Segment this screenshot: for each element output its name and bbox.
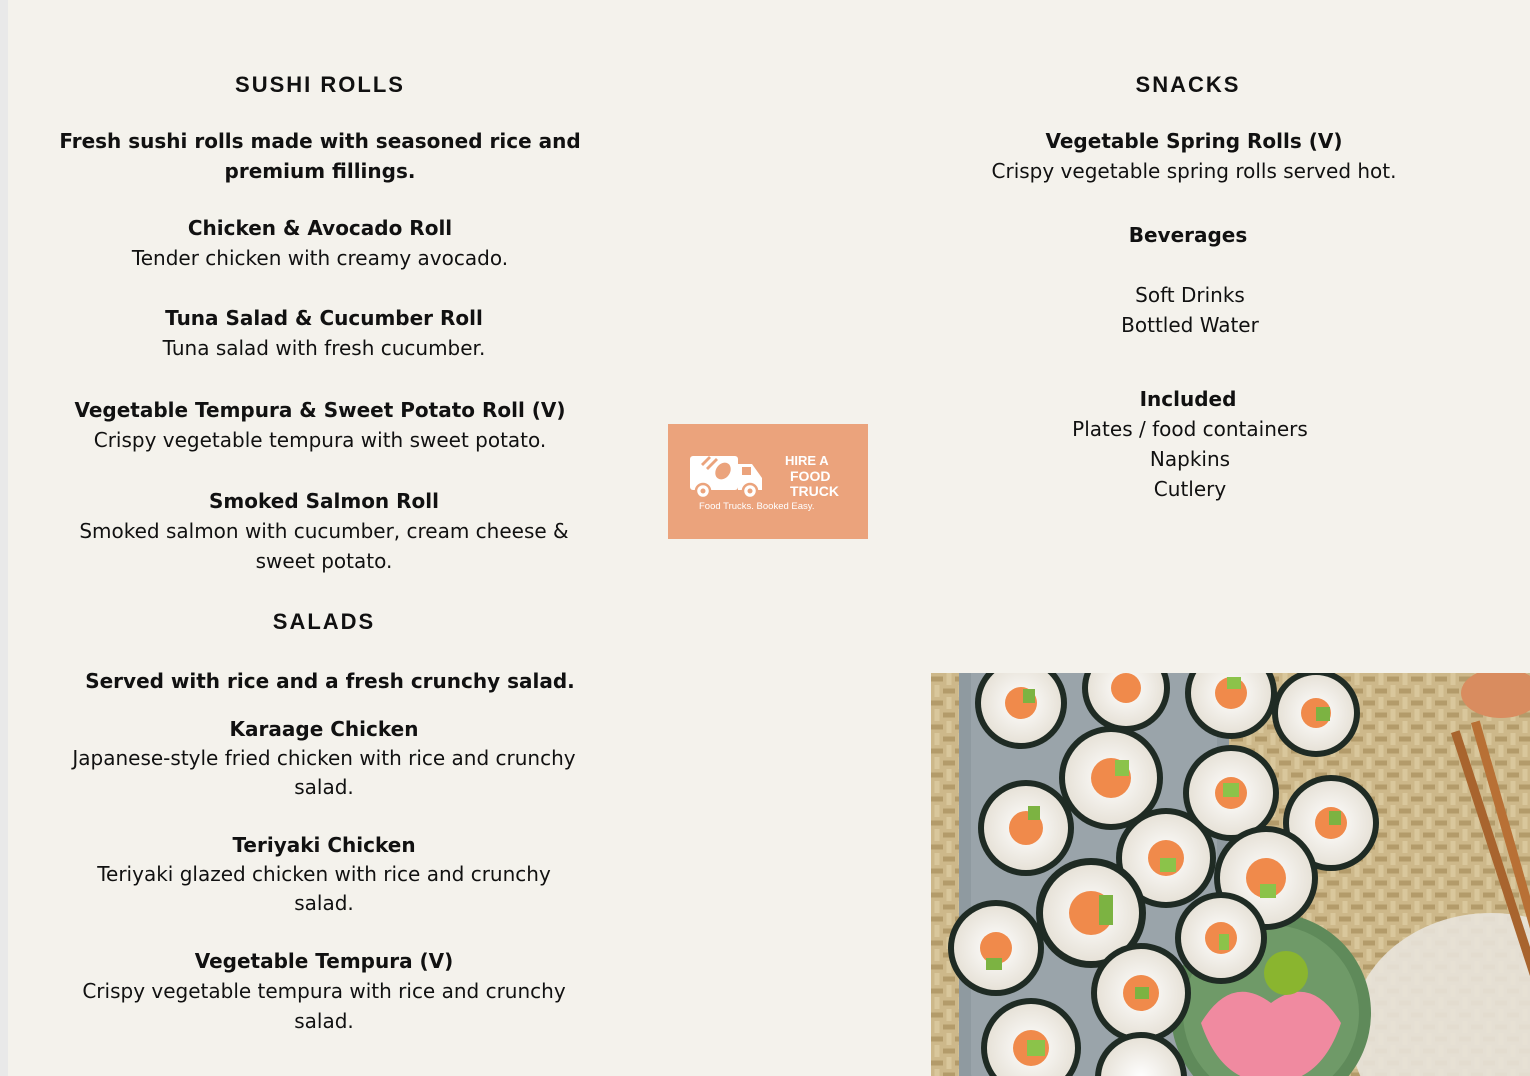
- item-name: Karaage Chicken: [229, 717, 419, 741]
- food-truck-icon: [668, 424, 868, 539]
- item-desc: Tuna salad with fresh cucumber.: [162, 336, 486, 360]
- logo-text: TRUCK: [790, 483, 839, 499]
- sushi-heading: SUSHI ROLLS: [235, 72, 405, 97]
- item-desc: Teriyaki glazed chicken with rice and crunchy: [97, 862, 551, 886]
- menu-page: [8, 0, 1530, 1076]
- item-name: Teriyaki Chicken: [232, 833, 416, 857]
- item-name: Tuna Salad & Cucumber Roll: [165, 306, 483, 330]
- menu-item: [904, 126, 1484, 186]
- item-desc: salad.: [294, 1009, 354, 1033]
- menu-item: [24, 486, 624, 576]
- item-name: Vegetable Tempura & Sweet Potato Roll (V): [74, 398, 566, 422]
- item-desc: sweet potato.: [255, 549, 393, 573]
- list-item: Soft Drinks: [1135, 283, 1245, 307]
- included-list: [900, 414, 1480, 504]
- salads-heading: SALADS: [272, 609, 376, 634]
- included-heading: Included: [1139, 387, 1237, 411]
- list-item: Bottled Water: [1121, 313, 1259, 337]
- menu-item: [24, 830, 624, 918]
- menu-item: [24, 714, 624, 802]
- item-name: Smoked Salmon Roll: [209, 489, 439, 513]
- item-desc: Tender chicken with creamy avocado.: [131, 246, 509, 270]
- sushi-intro: Fresh sushi rolls made with seasoned rice and premium fillings.: [59, 129, 581, 183]
- menu-item: [24, 303, 624, 363]
- logo-text: FOOD: [790, 468, 831, 484]
- item-desc: Crispy vegetable tempura with sweet potato.: [93, 428, 547, 452]
- list-item: Plates / food containers: [1072, 417, 1308, 441]
- menu-item: [20, 395, 620, 455]
- item-desc: salad.: [294, 775, 354, 799]
- logo-tagline: Food Trucks. Booked Easy.: [699, 501, 815, 512]
- sushi-photo: [931, 673, 1530, 1076]
- item-name: Chicken & Avocado Roll: [187, 216, 453, 240]
- item-desc: Smoked salmon with cucumber, cream cheese &: [79, 519, 569, 543]
- item-name: Vegetable Spring Rolls (V): [1045, 129, 1343, 153]
- list-item: Cutlery: [1153, 477, 1227, 501]
- salads-intro: Served with rice and a fresh crunchy salad.: [85, 669, 575, 693]
- snacks-heading: SNACKS: [1135, 72, 1241, 97]
- item-desc: Japanese-style fried chicken with rice and crunchy: [72, 746, 576, 770]
- list-item: Napkins: [1149, 447, 1231, 471]
- hire-a-food-truck-logo: [668, 424, 868, 539]
- item-name: Vegetable Tempura (V): [194, 949, 454, 973]
- logo-text: HIRE A: [785, 453, 829, 468]
- item-desc: Crispy vegetable spring rolls served hot.: [991, 159, 1397, 183]
- item-desc: Crispy vegetable tempura with rice and crunchy: [82, 979, 566, 1003]
- menu-item: [20, 213, 620, 273]
- beverages-heading: Beverages: [1128, 223, 1248, 247]
- beverages-list: [900, 280, 1480, 340]
- item-desc: salad.: [294, 891, 354, 915]
- menu-item: [24, 946, 624, 1036]
